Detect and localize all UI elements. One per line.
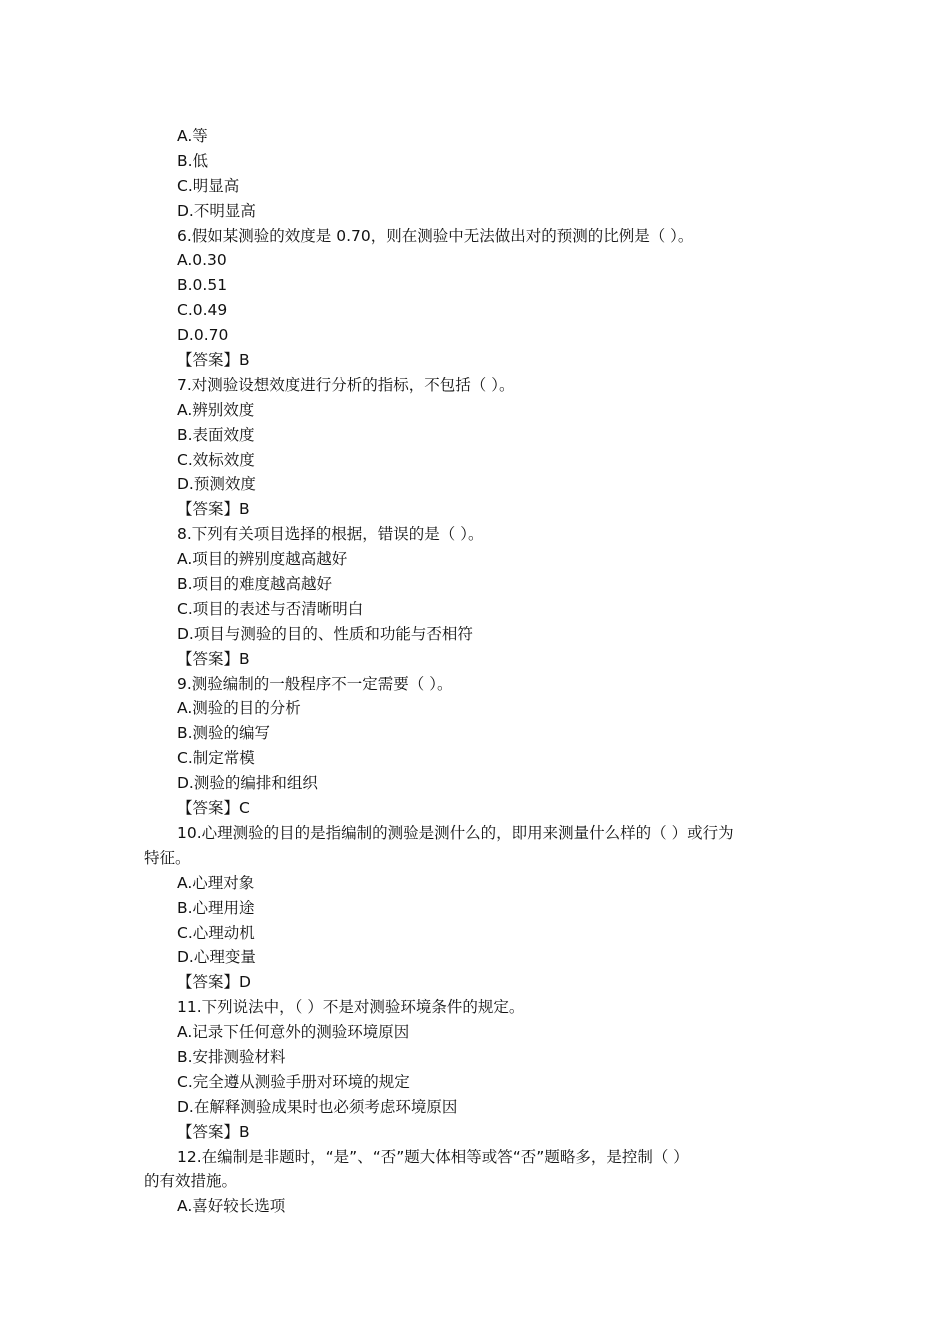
text-line: B.项目的难度越高越好 (177, 575, 333, 594)
text-line: 9.测验编制的一般程序不一定需要（ ）。 (177, 674, 453, 693)
text-line: D.测验的编排和组织 (177, 774, 318, 793)
text-line: D.心理变量 (177, 948, 256, 967)
text-line: A.0.30 (177, 251, 227, 270)
text-line: 12.在编制是非题时，“是”、“否”题大体相等或答“否”题略多，是控制（ ） (177, 1147, 689, 1166)
text-line: 7.对测验设想效度进行分析的指标，不包括（ ）。 (177, 375, 515, 394)
answer-line: 【答案】B (177, 649, 250, 668)
answer-line: 【答案】B (177, 351, 250, 370)
text-line: A.等 (177, 127, 208, 145)
text-line: D.0.70 (177, 326, 229, 345)
text-line: D.在解释测验成果时也必须考虑环境原因 (177, 1097, 458, 1116)
text-line: 的有效措施。 (144, 1172, 238, 1191)
text-line: C.制定常模 (177, 749, 255, 768)
text-line: D.不明显高 (177, 201, 256, 220)
text-line: C.项目的表述与否清晰明白 (177, 599, 364, 618)
text-line: A.辨别效度 (177, 400, 255, 419)
answer-line: 【答案】C (177, 799, 250, 818)
text-line: B.安排测验材料 (177, 1047, 286, 1066)
text-line: D.项目与测验的目的、性质和功能与否相符 (177, 624, 473, 643)
text-line: B.低 (177, 151, 209, 170)
text-line: C.明显高 (177, 176, 240, 195)
text-line: 8.下列有关项目选择的根据，错误的是（ ）。 (177, 525, 484, 544)
text-line: 11.下列说法中，（ ）不是对测验环境条件的规定。 (177, 998, 525, 1017)
answer-line: 【答案】B (177, 1122, 250, 1141)
text-line: A.心理对象 (177, 873, 255, 892)
text-line: 特征。 (144, 848, 191, 867)
answer-line: 【答案】D (177, 973, 251, 992)
text-line: C.效标效度 (177, 450, 255, 469)
text-line: A.项目的辨别度越高越好 (177, 550, 348, 569)
text-line: A.测验的目的分析 (177, 699, 301, 718)
text-line: C.0.49 (177, 301, 228, 320)
text-line: 10.心理测验的目的是指编制的测验是测什么的，即用来测量什么样的（ ）或行为 (177, 823, 734, 842)
text-line: B.0.51 (177, 276, 228, 295)
document-body (0, 124, 950, 1219)
text-line: C.心理动机 (177, 923, 255, 942)
text-line: 6.假如某测验的效度是 0.70，则在测验中无法做出对的预测的比例是（ ）。 (177, 226, 694, 245)
text-line: C.完全遵从测验手册对环境的规定 (177, 1072, 410, 1091)
text-line: A.记录下任何意外的测验环境原因 (177, 1023, 410, 1042)
text-line: A.喜好较长选项 (177, 1197, 286, 1216)
text-line: D.预测效度 (177, 475, 256, 494)
answer-line: 【答案】B (177, 500, 250, 519)
text-line: B.心理用途 (177, 898, 255, 917)
text-line: B.测验的编写 (177, 724, 271, 743)
text-line: B.表面效度 (177, 425, 255, 444)
